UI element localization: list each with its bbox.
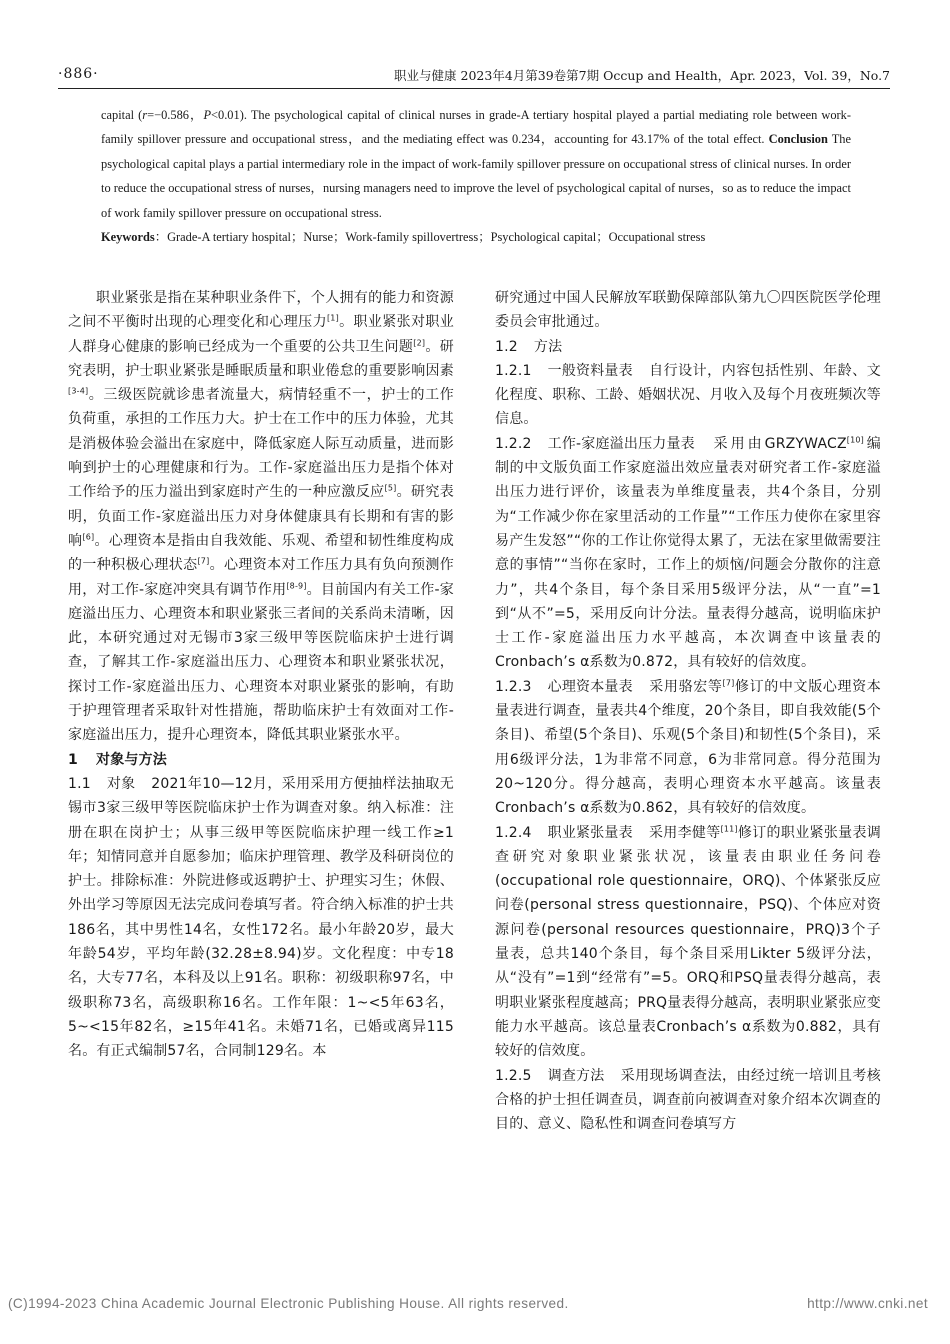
copyright-text: (C)1994-2023 China Academic Journal Electronic Publishing House. All rights reserved. <box>8 1296 569 1311</box>
right-column <box>495 286 881 1136</box>
journal-title: 职业与健康 2023年4月第39卷第7期 Occup and Health，Apr. 2023，Vol. 39，No.7 <box>394 68 890 83</box>
method-121: 1.2.1 一般资料量表 自行设计，内容包括性别、年龄、文化程度、职称、工龄、婚姻状况、月收入及每个月夜班频次等信息。 <box>495 362 881 428</box>
method-124: 1.2.4 职业紧张量表 采用李健等[11]修订的职业紧张量表调查研究对象职业紧张状况，该量表由职业任务问卷(occupational role questionnaire，ORQ)、个体紧张反应问卷(personal stress questionnaire，PSQ)、个体应对资源问卷(personal resources questionnaire，PRQ)3个子量表，总共140个条目，每个条目采用Likter 5级评分法，从“没有”=1到“经常有”=5。ORQ和PSQ量表得分越高，表明职业紧张程度越高；PRQ量表得分越高，表明职业紧张应变能力水平越高。该总量表Cronbach’s α系数为0.882，具有较好的信效度。 <box>495 823 882 1060</box>
copyright-footer <box>8 1296 942 1311</box>
intro-paragraph: 职业紧张是指在某种职业条件下，个人拥有的能力和资源之间不平衡时出现的心理变化和心理压力[1]。职业紧张对职业人群身心健康的影响已经成为一个重要的公共卫生问题[2]。研究表明，护士职业紧张是睡眠质量和职业倦怠的重要影响因素[3-4]。三级医院就诊患者流量大，病情轻重不一，护士的工作负荷重，承担的工作压力大。护士在工作中的压力体验，尤其是消极体验会溢出在家庭中，降低家庭人际互动质量，进而影响到护士的心理健康和行为。工作-家庭溢出压力是指个体对工作给予的压力溢出到家庭时产生的一种应激反应[5]。研究表明，负面工作-家庭溢出压力对身体健康具有长期和有害的影响[6]。心理资本是指由自我效能、乐观、希望和韧性维度构成的一种积极心理状态[7]。心理资本对工作压力具有负向预测作用，对工作-家庭冲突具有调节作用[8-9]。目前国内有关工作-家庭溢出压力、心理资本和职业紧张三者间的关系尚未清晰，因此，本研究通过对无锡市3家三级甲等医院临床护士进行调查，了解其工作-家庭溢出压力、心理资本和职业紧张状况，探讨工作-家庭溢出压力、心理资本对职业紧张的影响，有助于护理管理者采取针对性措施，帮助临床护士有效面对工作-家庭溢出压力，提升心理资本，降低其职业紧张水平。 <box>68 290 454 744</box>
method-125: 1.2.5 调查方法 采用现场调查法，由经过统一培训且考核合格的护士担任调查员，调查前向被调查对象介绍本次调查的目的、意义、隐私性和调查问卷填写方 <box>495 1067 881 1133</box>
english-abstract: capital (r=−0.586，P<0.01). The psychological capital of clinical nurses in grade-A tertiary hospital played a partial mediating role between work-family spillover pressure and occupational stress，and the mediating effect was 0.234，accounting for 43.17% of the total effect. Conclusion The psychological capital plays a partial intermediary role in the impact of work-family spillover pressure on occupational stress of clinical nurses. In order to reduce the occupational stress of nurses，nursing managers need to improve the level of psychological capital of nurses，so as to reduce the impact of work family spillover pressure on occupational stress. Keywords：Grade-A tertiary hospital；Nurse；Work-family spillovertress；Psychological capital；Occupational stress <box>101 108 852 245</box>
section-heading: 1 对象与方法 <box>68 751 167 768</box>
cnki-url[interactable]: http://www.cnki.net <box>807 1296 928 1311</box>
page-number: ·886· <box>58 66 99 82</box>
conclusion-label: Conclusion <box>768 132 828 147</box>
method-123: 1.2.3 心理资本量表 采用骆宏等[7]修订的中文版心理资本量表进行调查，量表共4个维度，20个条目，即自我效能(5个条目)、希望(5个条目)、乐观(5个条目)和韧性(5个条目)，采用6级评分法，1为非常不同意，6为非常同意。得分范围为20~120分。得分越高，表明心理资本水平越高。该量表Cronbach’s α系数为0.862，具有较好的信效度。 <box>495 678 882 817</box>
left-column <box>68 286 454 1064</box>
method-122: 1.2.2 工作-家庭溢出压力量表 采用由GRZYWACZ[10]编制的中文版负面工作家庭溢出效应量表对研究者工作-家庭溢出压力进行评价，该量表为单维度量表，共4个条目，分别为“工作减少你在家里活动的工作量”“工作压力使你在家里容易产生发怒”“你的工作让你觉得太累了，无法在家里做需要注意的事情”“当你在家时，工作上的烦恼/问题会分散你的注意力”，共4个条目，每个条目采用5级评分法，从“一直”=1到“从不”=5，采用反向计分法。量表得分越高，说明临床护士工作-家庭溢出压力水平越高，本次调查中该量表的Cronbach’s α系数为0.872，具有较好的信效度。 <box>495 435 881 671</box>
running-header <box>58 62 890 89</box>
ethics-paragraph: 研究通过中国人民解放军联勤保障部队第九〇四医院医学伦理委员会审批通过。 <box>495 290 881 331</box>
keywords-label: Keywords <box>101 230 155 245</box>
keywords-text: ：Grade-A tertiary hospital；Nurse；Work-family spillovertress；Psychological capital；Occupational stress <box>154 230 706 245</box>
subject-paragraph: 1.1 对象 2021年10—12月，采用采用方便抽样法抽取无锡市3家三级甲等医院临床护士作为调查对象。纳入标准：注册在职在岗护士；从事三级甲等医院临床护理一线工作≥1年；知情同意并自愿参加；临床护理管理、教学及科研岗位的护士。排除标准：外院进修或返聘护士、护理实习生；休假、外出学习等原因无法完成问卷填写者。符合纳入标准的护士共186名，其中男性14名，女性172名。最小年龄20岁，最大年龄54岁，平均年龄(32.28±8.94)岁。文化程度：中专18名，大专77名，本科及以上91名。职称：初级职称97名，中级职称73名，高级职称16名。工作年限：1~<5年63名，5~<15年82名，≥15年41名。未婚71名，已婚或离异115名。有正式编制57名，合同制129名。本 <box>68 775 454 1060</box>
methods-heading: 1.2 方法 <box>495 338 563 355</box>
